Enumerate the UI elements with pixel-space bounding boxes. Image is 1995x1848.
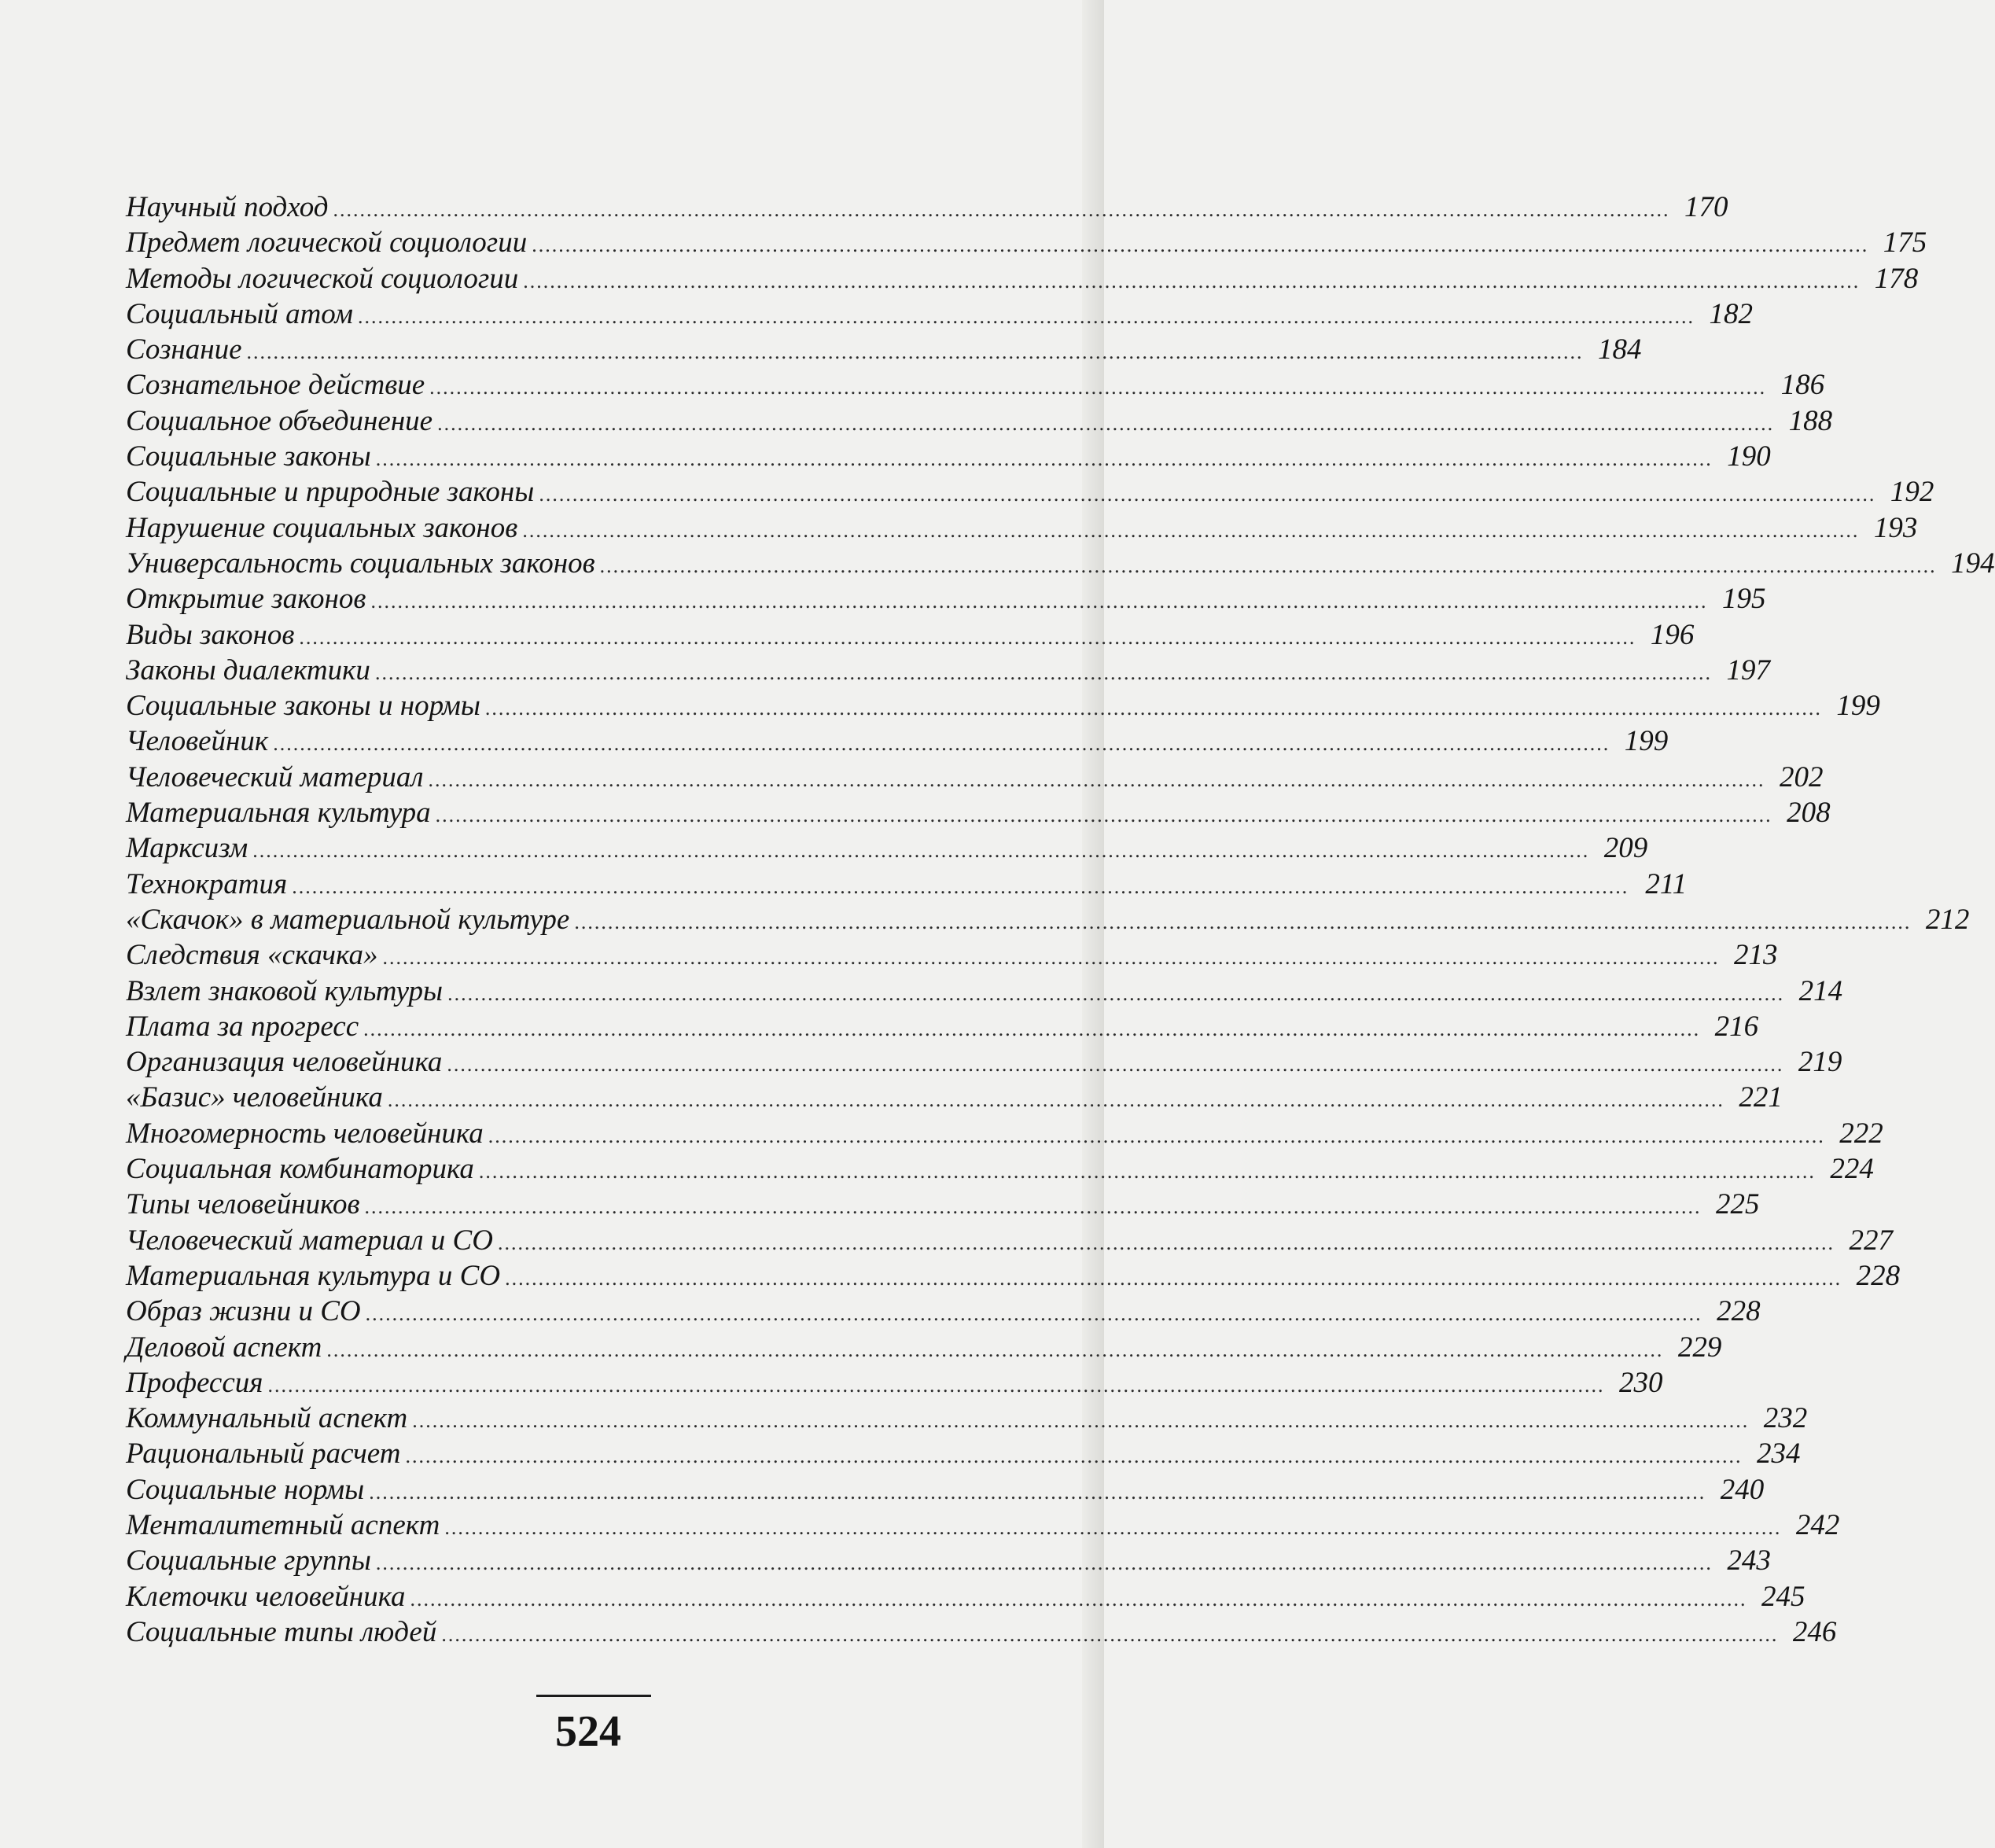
dot-leader: ........................................................................................................................................................................................................ — [444, 1515, 1782, 1539]
dot-leader: ........................................................................................................................................................................................................ — [484, 697, 1822, 720]
toc-entry — [126, 938, 1778, 974]
toc-entry-title: Типы человейников — [126, 1188, 360, 1221]
dot-leader: ........................................................................................................................................................................................................ — [532, 234, 1869, 257]
toc-entry-title: Открытие законов — [126, 583, 366, 616]
toc-entry-title: Технократия — [126, 867, 288, 900]
dot-leader: ........................................................................................................................................................................................................ — [522, 518, 1860, 542]
toc-entry-page: 230 — [1618, 1366, 1663, 1399]
dot-leader: ........................................................................................................................................................................................................ — [441, 1622, 1779, 1646]
toc-entry — [126, 1152, 1874, 1187]
dot-leader: ........................................................................................................................................................................................................ — [364, 1195, 1702, 1219]
toc-entry — [126, 1045, 1842, 1080]
toc-entry — [126, 1437, 1801, 1472]
toc-entry-title: Социальные типы людей — [126, 1615, 437, 1648]
dot-leader: ........................................................................................................................................................................................................ — [370, 590, 1708, 613]
toc-entry-title: Человеческий материал и СО — [126, 1224, 493, 1257]
toc-entry — [126, 368, 1825, 403]
toc-entry-title: Научный подход — [126, 191, 329, 223]
toc-entry-page: 246 — [1792, 1615, 1837, 1648]
toc-entry-page: 219 — [1798, 1046, 1842, 1079]
toc-entry-title: Сознательное действие — [126, 369, 425, 402]
dot-leader: ........................................................................................................................................................................................................ — [488, 1124, 1825, 1147]
dot-leader: ........................................................................................................................................................................................................ — [478, 1160, 1816, 1184]
toc-entry — [126, 1544, 1771, 1579]
dot-leader: ........................................................................................................................................................................................................ — [539, 483, 1876, 506]
toc-entry-title: Методы логической социологии — [126, 262, 519, 295]
toc-entry-title: Следствия «скачка» — [126, 939, 378, 972]
dot-leader: ........................................................................................................................................................................................................ — [299, 625, 1636, 649]
toc-entry-page: 196 — [1650, 618, 1695, 651]
toc-entry-title: Человеческий материал — [126, 760, 424, 793]
toc-entry-page: 188 — [1788, 404, 1833, 437]
toc-entry — [126, 903, 1970, 938]
dot-leader: ........................................................................................................................................................................................................ — [363, 1017, 1701, 1040]
toc-entry — [126, 226, 1927, 261]
toc-entry-page: 186 — [1780, 369, 1825, 402]
toc-entry-title: Социальные группы — [126, 1544, 371, 1577]
dot-leader: ........................................................................................................................................................................................................ — [375, 1552, 1713, 1575]
toc-entry — [126, 1010, 1759, 1045]
toc-entry-page: 170 — [1684, 191, 1728, 223]
table-of-contents — [126, 190, 1995, 1651]
toc-entry-page: 224 — [1830, 1153, 1874, 1186]
toc-entry — [126, 1187, 1760, 1223]
dot-leader: ........................................................................................................................................................................................................ — [326, 1338, 1664, 1361]
toc-entry — [126, 1259, 1901, 1294]
toc-entry-page: 229 — [1677, 1331, 1722, 1364]
toc-entry-title: Рациональный расчет — [126, 1438, 401, 1471]
toc-entry-page: 228 — [1856, 1259, 1901, 1292]
dot-leader: ........................................................................................................................................................................................................ — [369, 1480, 1706, 1504]
toc-entry-page: 228 — [1717, 1295, 1761, 1328]
toc-entry — [126, 297, 1753, 333]
toc-entry-title: Человейник — [126, 725, 269, 758]
toc-entry-page: 175 — [1883, 226, 1927, 260]
toc-entry-title: Социальные нормы — [126, 1473, 365, 1506]
toc-entry — [126, 1117, 1883, 1152]
dot-leader: ........................................................................................................................................................................................................ — [505, 1266, 1842, 1290]
toc-entry-page: 184 — [1598, 333, 1642, 366]
toc-entry — [126, 547, 1995, 582]
toc-entry-title: Профессия — [126, 1366, 263, 1399]
toc-entry-page: 194 — [1951, 547, 1995, 580]
toc-entry — [126, 618, 1695, 653]
toc-entry-page: 192 — [1890, 476, 1934, 509]
dot-leader: ........................................................................................................................................................................................................ — [599, 554, 1937, 577]
toc-entry — [126, 190, 1728, 226]
toc-entry — [126, 262, 1919, 297]
toc-entry-title: Взлет знаковой культуры — [126, 974, 444, 1007]
toc-entry-title: Марксизм — [126, 832, 248, 865]
toc-entry — [126, 1508, 1840, 1544]
toc-entry — [126, 689, 1880, 724]
dot-leader: ........................................................................................................................................................................................................ — [252, 839, 1590, 863]
toc-entry — [126, 1401, 1808, 1437]
toc-entry-title: Менталитетный аспект — [126, 1508, 440, 1541]
toc-entry-title: Предмет логической социологии — [126, 226, 528, 260]
dot-leader: ........................................................................................................................................................................................................ — [437, 411, 1775, 435]
dot-leader: ........................................................................................................................................................................................................ — [435, 804, 1772, 827]
toc-entry-page: 216 — [1714, 1010, 1759, 1043]
folio-rule — [536, 1695, 651, 1697]
toc-entry-page: 234 — [1756, 1438, 1801, 1471]
toc-entry-page: 225 — [1716, 1188, 1760, 1221]
toc-entry — [126, 1580, 1805, 1615]
toc-entry-title: Многомерность человейника — [126, 1117, 484, 1150]
toc-entry-title: Нарушение социальных законов — [126, 511, 518, 544]
dot-leader: ........................................................................................................................................................................................................ — [387, 1088, 1724, 1112]
toc-entry-page: 202 — [1780, 760, 1824, 793]
toc-entry — [126, 582, 1766, 617]
dot-leader: ........................................................................................................................................................................................................ — [273, 732, 1610, 756]
toc-entry-title: Плата за прогресс — [126, 1010, 359, 1043]
toc-entry-title: Виды законов — [126, 618, 295, 651]
toc-entry-page: 213 — [1733, 939, 1778, 972]
dot-leader: ........................................................................................................................................................................................................ — [412, 1409, 1750, 1433]
toc-entry — [126, 333, 1642, 368]
toc-entry — [126, 760, 1824, 796]
dot-leader: ........................................................................................................................................................................................................ — [447, 1053, 1784, 1077]
toc-entry-page: 195 — [1721, 583, 1766, 616]
toc-entry-page: 227 — [1849, 1224, 1893, 1257]
toc-entry — [126, 1331, 1722, 1366]
toc-entry-title: Социальные законы и нормы — [126, 690, 480, 723]
toc-entry-title: Универсальность социальных законов — [126, 547, 595, 580]
toc-entry-title: Материальная культура и СО — [126, 1259, 501, 1292]
toc-entry — [126, 724, 1669, 760]
toc-entry-page: 199 — [1624, 725, 1669, 758]
dot-leader: ........................................................................................................................................................................................................ — [382, 946, 1720, 970]
toc-entry-title: Законы диалектики — [126, 653, 370, 687]
toc-entry-title: Организация человейника — [126, 1046, 443, 1079]
dot-leader: ........................................................................................................................................................................................................ — [405, 1445, 1743, 1468]
page-number: 524 — [555, 1707, 621, 1756]
toc-entry-title: Образ жизни и СО — [126, 1295, 361, 1328]
toc-entry-title: Социальная комбинаторика — [126, 1153, 474, 1186]
toc-entry-title: Социальное объединение — [126, 404, 433, 437]
toc-entry-title: «Базис» человейника — [126, 1081, 383, 1114]
dot-leader: ........................................................................................................................................................................................................ — [574, 910, 1912, 933]
toc-entry — [126, 974, 1843, 1010]
toc-entry-page: 243 — [1727, 1544, 1771, 1577]
toc-entry — [126, 1224, 1893, 1259]
dot-leader: ........................................................................................................................................................................................................ — [358, 304, 1695, 328]
toc-entry-page: 212 — [1925, 903, 1970, 936]
toc-entry-page: 214 — [1798, 974, 1843, 1007]
toc-entry-title: Социальные и природные законы — [126, 476, 535, 509]
dot-leader: ........................................................................................................................................................................................................ — [497, 1231, 1835, 1254]
toc-entry — [126, 796, 1831, 831]
toc-entry — [126, 475, 1934, 510]
toc-entry-page: 182 — [1709, 297, 1753, 330]
toc-entry-title: Коммунальный аспект — [126, 1402, 408, 1435]
toc-entry-page: 222 — [1839, 1117, 1883, 1150]
toc-entry-title: Клеточки человейника — [126, 1580, 406, 1613]
toc-entry-page: 190 — [1727, 440, 1771, 473]
toc-entry — [126, 831, 1648, 867]
dot-leader: ........................................................................................................................................................................................................ — [410, 1587, 1747, 1611]
toc-entry-page: 242 — [1795, 1508, 1840, 1541]
toc-entry — [126, 1366, 1663, 1401]
toc-entry-title: Сознание — [126, 333, 242, 366]
toc-entry-page: 211 — [1645, 867, 1688, 900]
toc-entry-page: 245 — [1761, 1580, 1805, 1613]
dot-leader: ........................................................................................................................................................................................................ — [374, 661, 1712, 684]
toc-entry-page: 209 — [1603, 832, 1648, 865]
dot-leader: ........................................................................................................................................................................................................ — [447, 981, 1785, 1005]
dot-leader: ........................................................................................................................................................................................................ — [246, 341, 1584, 364]
toc-entry-page: 197 — [1726, 653, 1770, 687]
toc-entry-page: 232 — [1763, 1402, 1808, 1435]
toc-entry-page: 178 — [1874, 262, 1919, 295]
dot-leader: ........................................................................................................................................................................................................ — [523, 269, 1861, 293]
dot-leader: ........................................................................................................................................................................................................ — [267, 1373, 1605, 1397]
toc-entry-title: Социальный атом — [126, 297, 353, 330]
toc-entry — [126, 440, 1771, 475]
toc-entry — [126, 1473, 1765, 1508]
toc-entry — [126, 867, 1688, 903]
toc-entry-page: 199 — [1836, 690, 1880, 723]
toc-entry — [126, 653, 1770, 689]
toc-entry — [126, 404, 1833, 440]
toc-entry-page: 208 — [1787, 797, 1831, 830]
toc-entry — [126, 1294, 1761, 1330]
dot-leader: ........................................................................................................................................................................................................ — [333, 198, 1670, 221]
dot-leader: ........................................................................................................................................................................................................ — [428, 768, 1765, 791]
toc-entry-title: «Скачок» в материальной культуре — [126, 903, 570, 936]
toc-entry-page: 240 — [1720, 1473, 1765, 1506]
dot-leader: ........................................................................................................................................................................................................ — [292, 874, 1629, 898]
toc-entry-title: Материальная культура — [126, 797, 431, 830]
dot-leader: ........................................................................................................................................................................................................ — [375, 447, 1713, 471]
dot-leader: ........................................................................................................................................................................................................ — [429, 376, 1767, 399]
toc-entry — [126, 1615, 1837, 1651]
toc-entry-title: Деловой аспект — [126, 1331, 322, 1364]
toc-entry-title: Социальные законы — [126, 440, 371, 473]
dot-leader: ........................................................................................................................................................................................................ — [365, 1302, 1702, 1326]
toc-entry — [126, 511, 1918, 547]
toc-entry — [126, 1080, 1783, 1116]
toc-entry-page: 193 — [1873, 511, 1918, 544]
toc-entry-page: 221 — [1739, 1081, 1783, 1114]
